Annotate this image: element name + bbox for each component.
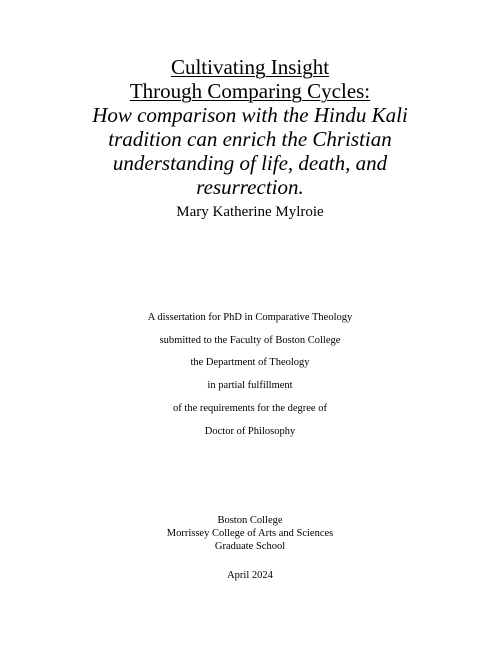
subtitle-line-4: resurrection. [196, 175, 304, 199]
submission-line-4: in partial fulfillment [207, 380, 293, 391]
submission-date: April 2024 [227, 570, 273, 581]
submission-line-3: the Department of Theology [190, 357, 310, 368]
submission-line-2: submitted to the Faculty of Boston College [159, 335, 341, 346]
institution-line-1: Boston College [217, 515, 283, 526]
institution-line-2: Morrissey College of Arts and Sciences [166, 528, 334, 539]
institution-line-3: Graduate School [214, 541, 286, 552]
title-line-2: Through Comparing Cycles: [129, 79, 371, 103]
subtitle-line-2: tradition can enrich the Christian [108, 127, 392, 151]
institution-block [0, 514, 500, 553]
title-block [0, 55, 500, 199]
submission-line-6: Doctor of Philosophy [204, 426, 296, 437]
subtitle-line-1: How comparison with the Hindu Kali [92, 103, 408, 127]
submission-line-5: of the requirements for the degree of [173, 403, 327, 414]
title-line-1: Cultivating Insight [170, 55, 330, 79]
author-name: Mary Katherine Mylroie [176, 204, 324, 220]
submission-line-1: A dissertation for PhD in Comparative Theology [147, 312, 353, 323]
subtitle-line-3: understanding of life, death, and [112, 151, 388, 175]
